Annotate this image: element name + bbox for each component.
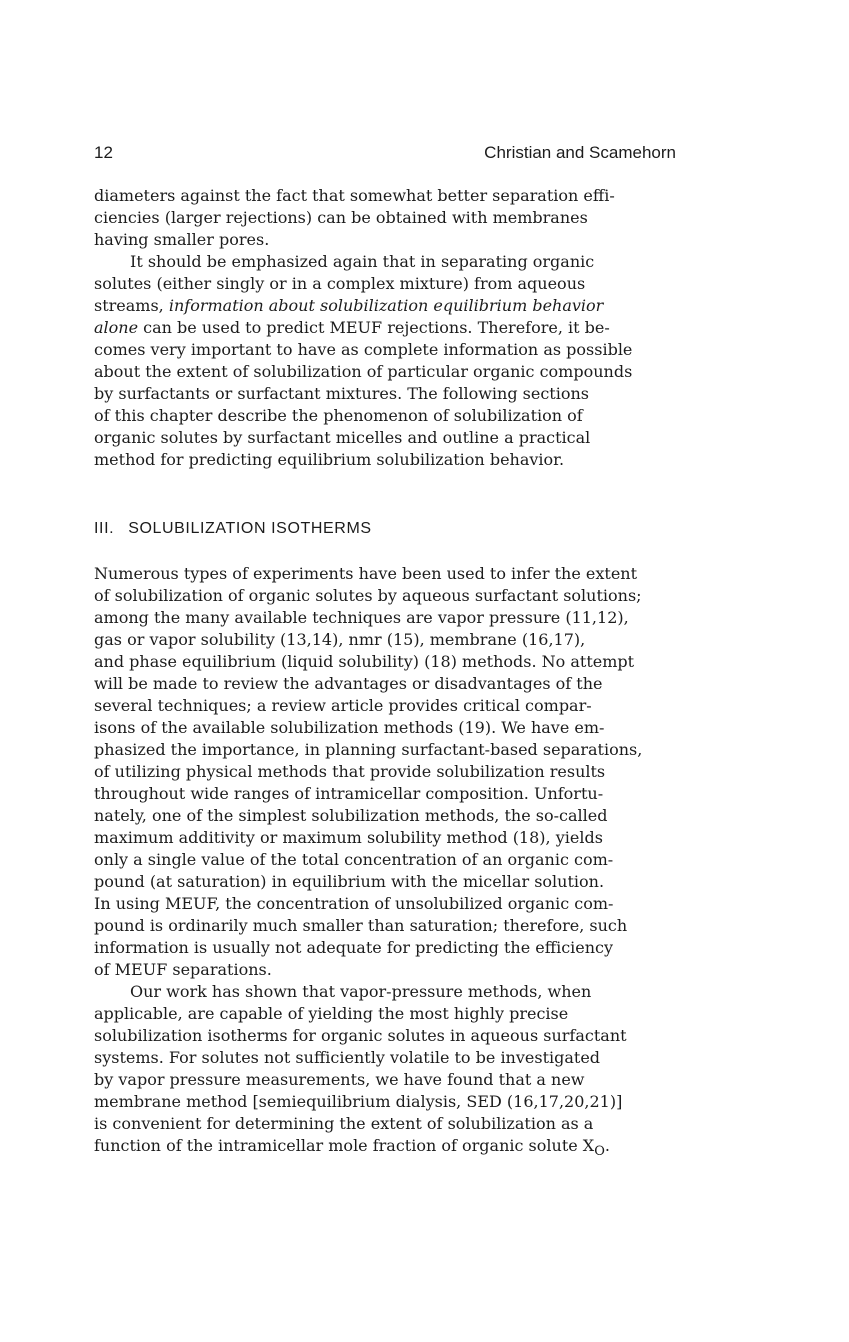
text-line: nately, one of the simplest solubilization methods, the so-called [94,806,608,825]
paragraph [94,251,714,471]
text-line: organic solutes by surfactant micelles and outline a practical [94,428,591,447]
running-head-authors: Christian and Scamehorn [484,143,676,162]
text-line: by vapor pressure measurements, we have found that a new [94,1070,585,1089]
text-line: applicable, are capable of yielding the most highly precise [94,1004,569,1023]
text-line: solubilization isotherms for organic solutes in aqueous surfactant [94,1026,627,1045]
text-line: is convenient for determining the extent of solubilization as a [94,1114,594,1133]
section-text-block [94,563,714,1160]
section-numeral: III. [94,520,115,537]
text-line: gas or vapor solubility (13,14), nmr (15), membrane (16,17), [94,630,586,649]
text-line: and phase equilibrium (liquid solubility) (18) methods. No attempt [94,652,635,671]
text-line: membrane method [semiequilibrium dialysis, SED (16,17,20,21)] [94,1092,623,1111]
text-line: solutes (either singly or in a complex mixture) from aqueous [94,274,586,293]
text-line: information is usually not adequate for predicting the efficiency [94,938,614,957]
emphasized-text: alone [94,318,139,337]
text-fragment: can be used to predict MEUF rejections. Therefore, it be- [138,318,610,337]
running-head [94,143,676,165]
paragraph [94,185,714,251]
subscript: O [594,1144,605,1160]
text-line: ciencies (larger rejections) can be obtained with membranes [94,208,588,227]
text-line: maximum additivity or maximum solubility method (18), yields [94,828,603,847]
text-line: Numerous types of experiments have been used to infer the extent [94,564,638,583]
intro-text-block [94,185,714,471]
section-title: SOLUBILIZATION ISOTHERMS [128,520,372,537]
section-heading [94,520,372,538]
text-line: method for predicting equilibrium solubilization behavior. [94,450,565,469]
text-line: will be made to review the advantages or disadvantages of the [94,674,603,693]
text-line: among the many available techniques are vapor pressure (11,12), [94,608,629,627]
text-line: having smaller pores. [94,230,270,249]
text-line: It should be emphasized again that in separating organic [130,252,595,271]
text-line: comes very important to have as complete information as possible [94,340,633,359]
text-line: of utilizing physical methods that provide solubilization results [94,762,606,781]
text-line: systems. For solutes not sufficiently volatile to be investigated [94,1048,601,1067]
text-line: phasized the importance, in planning surfactant-based separations, [94,740,643,759]
text-fragment: streams, [94,296,169,315]
text-line [94,1135,714,1160]
text-line: by surfactants or surfactant mixtures. The following sections [94,384,589,403]
text-line: of this chapter describe the phenomenon of solubilization of [94,406,583,425]
paragraph [94,563,714,981]
text-line: Our work has shown that vapor-pressure methods, when [130,982,592,1001]
text-line: only a single value of the total concentration of an organic com- [94,850,614,869]
text-line: In using MEUF, the concentration of unsolubilized organic com- [94,894,614,913]
text-fragment: . [604,1136,610,1155]
text-line: of solubilization of organic solutes by aqueous surfactant solutions; [94,586,642,605]
text-line: of MEUF separations. [94,960,272,979]
text-line [94,295,714,317]
text-line: pound (at saturation) in equilibrium with the micellar solution. [94,872,605,891]
text-fragment: function of the intramicellar mole fraction of organic solute X [94,1136,595,1155]
text-line: isons of the available solubilization methods (19). We have em- [94,718,605,737]
page-number: 12 [94,143,113,162]
text-line: diameters against the fact that somewhat better separation effi- [94,186,615,205]
emphasized-text: information about solubilization equilibrium behavior [168,296,604,315]
text-line: several techniques; a review article provides critical compar- [94,696,592,715]
text-line [94,317,714,339]
text-line: about the extent of solubilization of particular organic compounds [94,362,633,381]
text-line: pound is ordinarily much smaller than saturation; therefore, such [94,916,628,935]
text-line: throughout wide ranges of intramicellar composition. Unfortu- [94,784,604,803]
paragraph [94,981,714,1160]
